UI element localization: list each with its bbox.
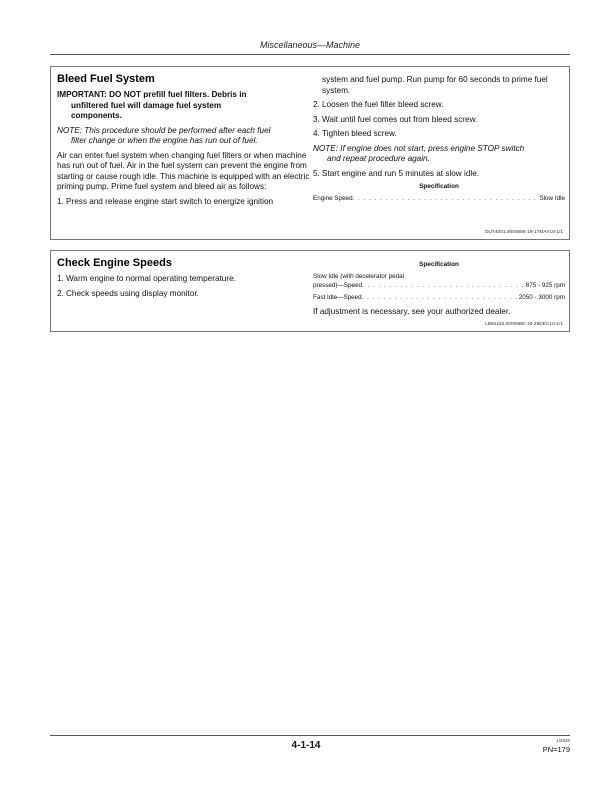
step-number: 2. <box>313 100 320 109</box>
note-line-2: filter change or when the engine has run out of fuel. <box>71 136 258 145</box>
step-text: Wait until fuel comes out from bleed screw. <box>322 114 478 124</box>
step-number: 1. <box>57 274 64 283</box>
bleed-right-column <box>313 75 565 203</box>
note-line-1: NOTE: This procedure should be performed after each fuel <box>57 125 271 135</box>
speeds-left-column <box>57 257 311 303</box>
step-text: Warm engine to normal operating temperature. <box>66 274 236 283</box>
note2-line-2: and repeat procedure again. <box>327 154 430 163</box>
bleed-heading: Bleed Fuel System <box>57 73 155 85</box>
leader-dots <box>362 293 517 302</box>
important-line-2: unfiltered fuel will damage fuel system <box>71 100 222 110</box>
spec-label: pressed)—Speed <box>313 282 363 289</box>
step-text: Start engine and run 5 minutes at slow idle. <box>322 168 480 178</box>
step-number: 2. <box>57 288 64 298</box>
leader-dots <box>353 194 538 203</box>
important-line-1: IMPORTANT: DO NOT prefill fuel filters. Debris in <box>57 90 247 99</box>
page-number: 4-1-14 <box>291 740 321 751</box>
spec-row-engine-speed <box>313 194 565 203</box>
note-engine-start <box>313 144 565 165</box>
check-engine-speeds-section <box>50 250 570 332</box>
step-text: Press and release engine start switch to energize ignition <box>66 196 274 206</box>
spec-value: 2050 - 3000 rpm <box>518 294 565 301</box>
bleed-step-2 <box>313 100 565 111</box>
leader-dots <box>362 281 524 290</box>
spec-label: Fast Idle—Speed <box>313 294 362 301</box>
step-1-continued: system and fuel pump. Run pump for 60 seconds to prime fuel system. <box>322 75 548 95</box>
reference-code: OUT4001,0000686-19-17MAY19-1/1 <box>484 230 563 235</box>
spec-label-slow-idle-line-1: Slow Idle (with decelerator pedal <box>313 273 405 280</box>
spec-value: 875 - 925 rpm <box>525 282 565 289</box>
spec-row-slow-idle <box>313 281 565 290</box>
adjustment-note: If adjustment is necessary, see your authorized dealer. <box>313 307 511 316</box>
bleed-step-3 <box>313 115 565 126</box>
bleed-fuel-system-section <box>50 66 570 240</box>
spec-title: Specification <box>419 261 459 268</box>
bleed-step-1 <box>57 197 311 208</box>
pn-label: PN=179 <box>542 745 570 754</box>
speeds-step-2 <box>57 289 311 300</box>
bleed-step-4 <box>313 129 565 140</box>
note2-line-1: NOTE: If engine does not start, press engine STOP switch <box>313 143 525 153</box>
spec-title: Specification <box>419 183 459 190</box>
step-number: 3. <box>313 114 320 124</box>
note-procedure <box>57 126 311 147</box>
important-line-3: components. <box>71 111 122 120</box>
spec-label: Engine Speed <box>313 195 353 202</box>
bleed-step-5 <box>313 169 565 180</box>
footer-rule <box>50 735 570 736</box>
bleed-intro: Air can enter fuel system when changing fuel filters or when machine has run out of fuel. Air in the fuel system can prevent the engine from starting or cause rough idle. This machine is equipped with an electric priming pump. Prime fuel system and bleed air as follows: <box>57 150 310 191</box>
speeds-heading: Check Engine Speeds <box>57 257 172 269</box>
speeds-right-column <box>313 259 565 318</box>
speeds-step-1 <box>57 274 311 285</box>
spec-row-fast-idle <box>313 293 565 302</box>
important-notice <box>57 90 311 122</box>
step-text: Loosen the fuel filter bleed screw. <box>322 100 444 109</box>
step-number: 4. <box>313 129 320 138</box>
bleed-left-column <box>57 73 311 211</box>
step-number: 5. <box>313 168 320 178</box>
header-rule <box>50 54 570 55</box>
step-text: Check speeds using display monitor. <box>66 288 199 298</box>
spec-value: Slow Idle <box>539 195 565 202</box>
page-header: Miscellaneous—Machine <box>259 40 361 50</box>
step-number: 1. <box>57 196 64 206</box>
reference-code: LB82152,00006BE-19-29DEC10-1/1 <box>485 322 563 327</box>
date-code: 1/2020 <box>556 738 570 743</box>
step-text: Tighten bleed screw. <box>322 129 397 138</box>
